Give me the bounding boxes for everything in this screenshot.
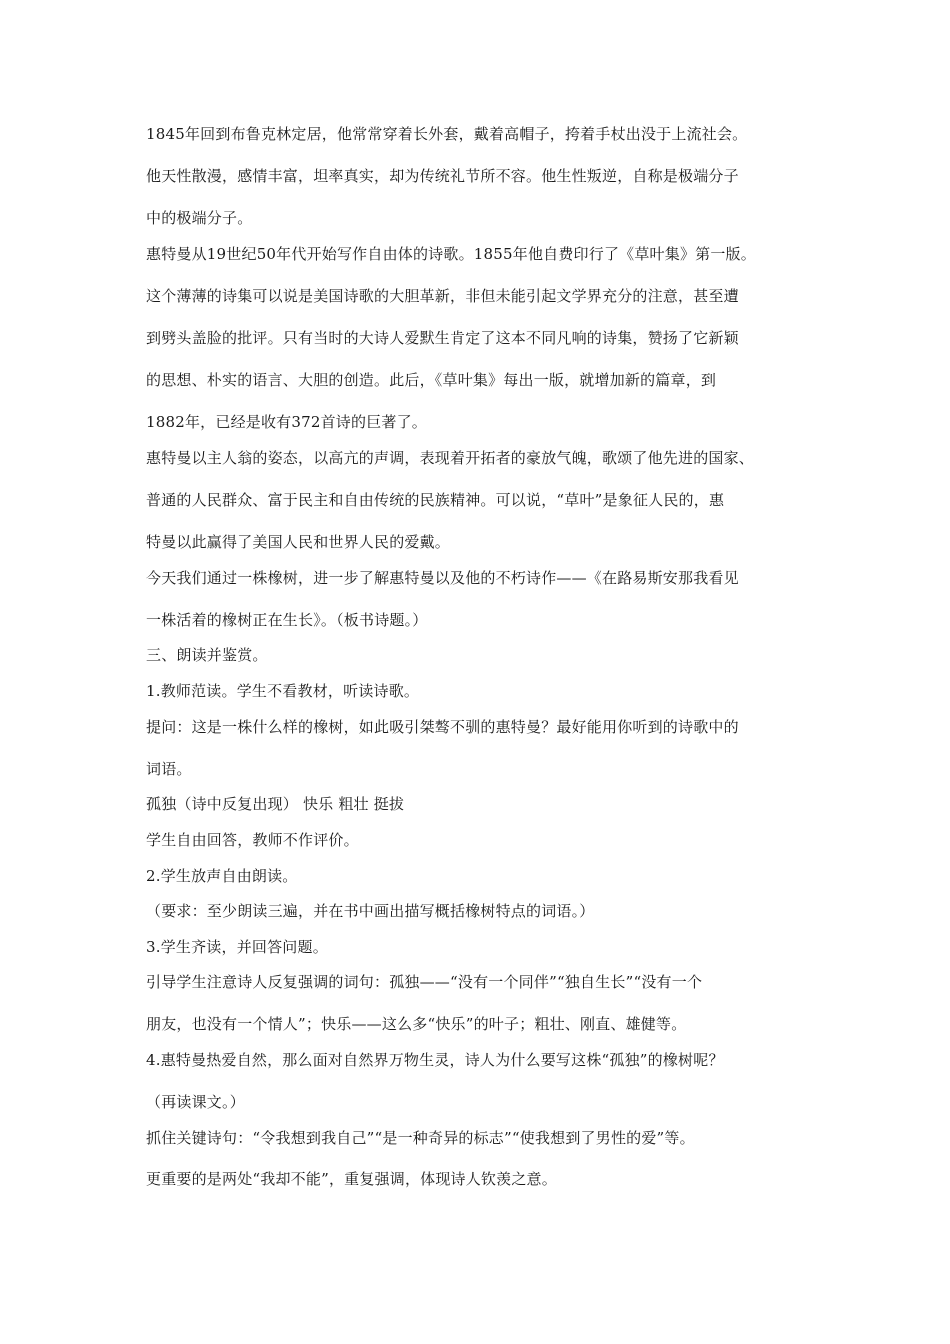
- text-line: 普通的人民群众、富于民主和自由传统的民族精神。可以说，“草叶”是象征人民的，惠: [146, 491, 725, 509]
- text-line: 的思想、朴实的语言、大胆的创造。此后，《草叶集》每出一版，就增加新的篇章，到: [146, 371, 717, 389]
- text-line: （要求：至少朗读三遍，并在书中画出描写概括橡树特点的词语。）: [146, 902, 595, 920]
- text-line: 到劈头盖脸的批评。只有当时的大诗人爱默生肯定了这本不同凡响的诗集，赞扬了它新颖: [146, 329, 739, 347]
- text-line: 2.学生放声自由朗读。: [146, 867, 298, 885]
- text-line: 这个薄薄的诗集可以说是美国诗歌的大胆革新，非但未能引起文学界充分的注意，甚至遭: [146, 287, 739, 305]
- text-line: 抓住关键诗句：“令我想到我自己”“是一种奇异的标志”“使我想到了男性的爱”等。: [146, 1129, 695, 1147]
- text-line: 词语。: [146, 760, 192, 778]
- text-line: 他天性散漫，感情丰富，坦率真实，却为传统礼节所不容。他生性叛逆，自称是极端分子: [146, 167, 739, 185]
- text-line: 今天我们通过一株橡树，进一步了解惠特曼以及他的不朽诗作——《在路易斯安那我看见: [146, 569, 739, 587]
- section-heading: 三、朗读并鉴赏。: [146, 646, 268, 664]
- text-line: （再读课文。）: [146, 1093, 245, 1111]
- text-line: 3.学生齐读，并回答问题。: [146, 938, 328, 956]
- text-line: 1845年回到布鲁克林定居，他常常穿着长外套，戴着高帽子，挎着手杖出没于上流社会。: [146, 125, 748, 143]
- text-line: 惠特曼以主人翁的姿态，以高亢的声调，表现着开拓者的豪放气魄，歌颂了他先进的国家、: [146, 449, 755, 467]
- text-line: 1882年，已经是收有372首诗的巨著了。: [146, 413, 428, 431]
- text-line: 中的极端分子。: [146, 209, 253, 227]
- text-line: 提问：这是一株什么样的橡树，如此吸引桀骜不驯的惠特曼？最好能用你听到的诗歌中的: [146, 718, 739, 736]
- text-line: 引导学生注意诗人反复强调的词句：孤独——“没有一个同伴”“独自生长”“没有一个: [146, 973, 703, 991]
- text-line: 特曼以此赢得了美国人民和世界人民的爱戴。: [146, 533, 451, 551]
- text-line: 一株活着的橡树正在生长》。（板书诗题。）: [146, 611, 428, 629]
- text-line: 学生自由回答，教师不作评价。: [146, 831, 359, 849]
- text-line: 朋友，也没有一个情人”；快乐——这么多“快乐”的叶子；粗壮、刚直、雄健等。: [146, 1015, 687, 1033]
- text-line: 惠特曼从19世纪50年代开始写作自由体的诗歌。1855年他自费印行了《草叶集》第一版。: [146, 245, 756, 263]
- text-line: 1.教师范读。学生不看教材，听读诗歌。: [146, 682, 420, 700]
- text-line: 孤独（诗中反复出现） 快乐 粗壮 挺拔: [146, 795, 405, 813]
- text-line: 4.惠特曼热爱自然，那么面对自然界万物生灵，诗人为什么要写这株“孤独”的橡树呢？: [146, 1051, 724, 1069]
- text-line: 更重要的是两处“我却不能”，重复强调，体现诗人钦羡之意。: [146, 1170, 557, 1188]
